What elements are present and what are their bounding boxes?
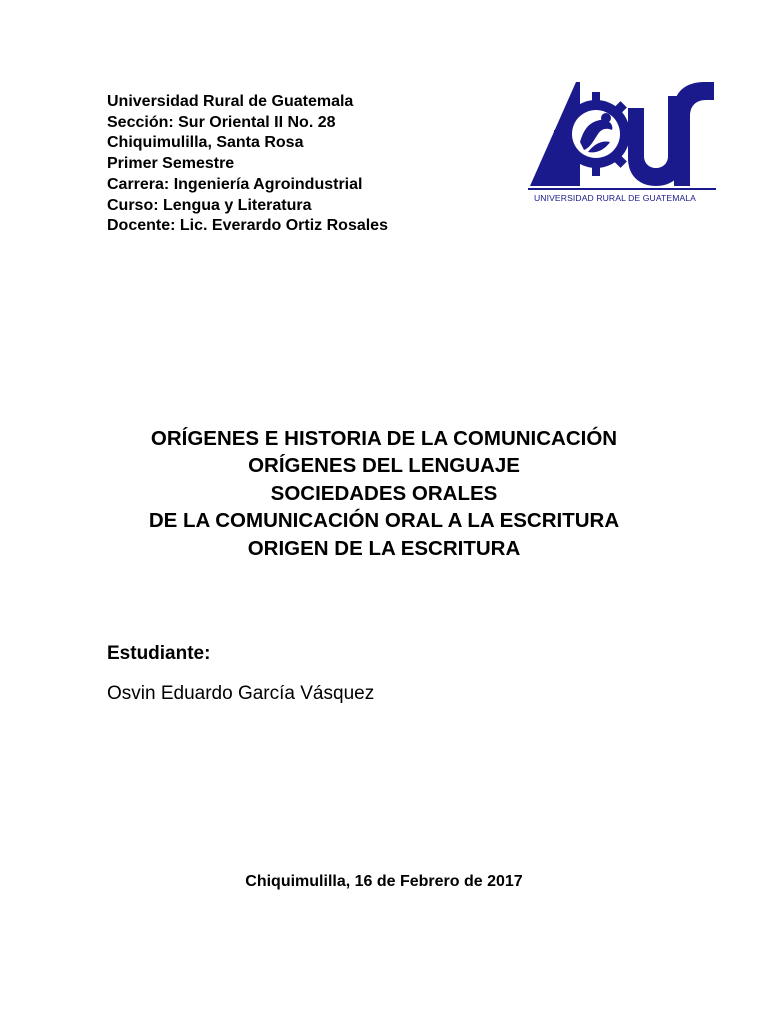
header-university: Universidad Rural de Guatemala [107,93,354,110]
header-semester: Primer Semestre [107,155,235,173]
header-location: Chiquimulilla, Santa Rosa [107,134,304,152]
universidad-rural-logo-icon [528,78,716,208]
logo-caption: UNIVERSIDAD RURAL DE GUATEMALA [534,193,697,203]
date-line: Chiquimulilla, 16 de Febrero de 2017 [245,873,523,890]
header-teacher: Docente: Lic. Everardo Ortiz Rosales [107,217,388,235]
title-line: SOCIEDADES ORALES [270,481,498,505]
student-name: Osvin Eduardo García Vásquez [107,683,375,704]
header-career: Carrera: Ingeniería Agroindustrial [107,175,363,193]
title-line: DE LA COMUNICACIÓN ORAL A LA ESCRITURA [148,509,620,533]
header-section: Sección: Sur Oriental II No. 28 [107,113,336,131]
title-line: ORÍGENES DEL LENGUAJE [248,454,520,478]
institution-header [107,92,507,237]
title-line: ORÍGENES E HISTORIA DE LA COMUNICACIÓN [150,427,618,450]
title-line: ORIGEN DE LA ESCRITURA [247,536,521,560]
document-titles [0,425,768,562]
header-course: Curso: Lengua y Literatura [107,196,312,214]
student-label: Estudiante: [107,643,211,664]
